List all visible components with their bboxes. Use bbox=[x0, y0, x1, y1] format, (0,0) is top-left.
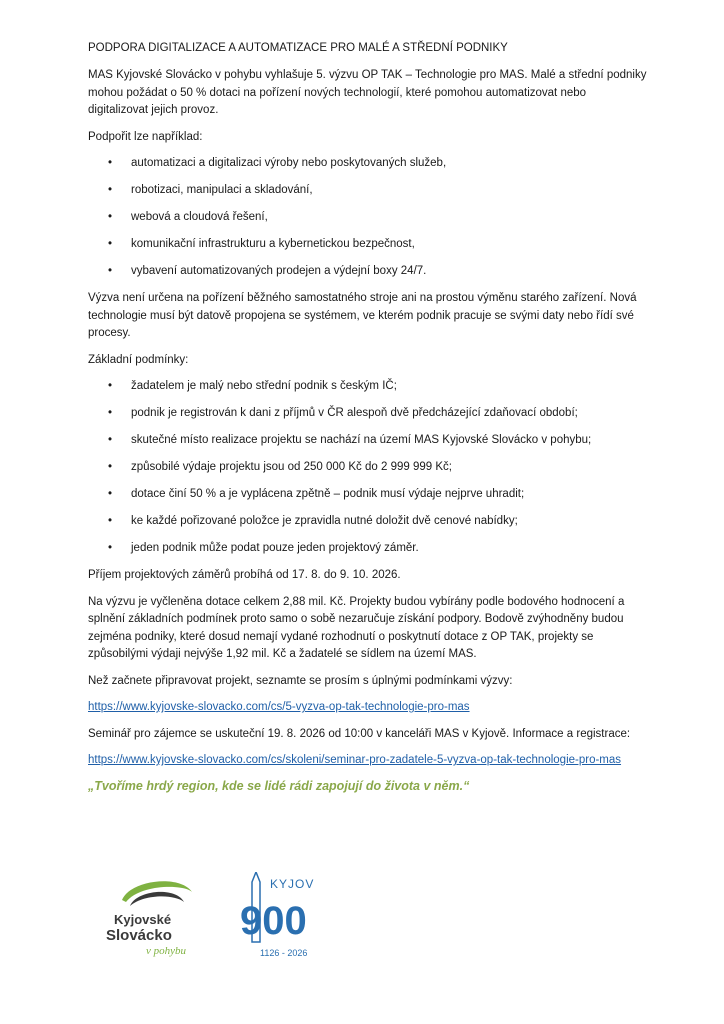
list-item: • komunikační infrastrukturu a kybernetickou bezpečnost, bbox=[88, 236, 648, 253]
list-item: • ke každé pořizované položce je zpravidla nutné doložit dvě cenové nabídky; bbox=[88, 513, 648, 530]
bullet-icon: • bbox=[108, 265, 113, 277]
list-item: • podnik je registrován k dani z příjmů v ČR alespoň dvě předcházející zdaňovací období; bbox=[88, 405, 648, 422]
mas-logo-line3: v pohybu bbox=[146, 945, 187, 957]
intake-paragraph: Příjem projektových záměrů probíhá od 17. 8. do 9. 10. 2026. bbox=[88, 569, 401, 581]
seminar-paragraph: Seminář pro zájemce se uskuteční 19. 8. 2026 od 10:00 v kanceláři MAS v Kyjově. Informace a registrace: bbox=[88, 727, 631, 740]
seminar-link[interactable]: https://www.kyjovske-slovacko.com/cs/skoleni/seminar-pro-zadatele-5-vyzva-op-tak-technologie-pro-mas bbox=[88, 754, 622, 766]
examples-list bbox=[88, 155, 648, 280]
bullet-icon: • bbox=[108, 238, 113, 250]
bullet-icon: • bbox=[108, 157, 113, 169]
examples-heading: Podpořit lze například: bbox=[88, 130, 203, 143]
bullet-icon: • bbox=[108, 461, 113, 473]
kyjov-name: KYJOV bbox=[270, 877, 315, 891]
bullet-icon: • bbox=[108, 184, 113, 196]
mas-logo-line1: Kyjovské bbox=[114, 912, 172, 927]
not-intended-paragraph: Výzva není určena na pořízení běžného samostatného stroje ani na prostou výměnu starého zařízení. Nová technologie musí být datově propojena se systémem, ve kterém podnik pracuje se svými daty nebo řídí své procesy. bbox=[88, 292, 637, 339]
motto-text: „Tvoříme hrdý region, kde se lidé rádi zapojují do života v něm.“ bbox=[88, 778, 470, 793]
bullet-icon: • bbox=[108, 407, 113, 419]
conditions-list bbox=[88, 378, 648, 557]
before-start-paragraph: Než začnete připravovat projekt, seznamte se prosím s úplnými podmínkami výzvy: bbox=[88, 674, 513, 687]
kyjov-years: 1126 - 2026 bbox=[260, 948, 308, 958]
kyjov-number: 900 bbox=[240, 899, 307, 943]
mas-logo bbox=[100, 862, 210, 972]
funding-paragraph: Na výzvu je vyčleněna dotace celkem 2,88 mil. Kč. Projekty budou vybírány podle bodového hodnocení a splnění základních podmínek proto samo o sobě nezaručuje získání podpory. Bodově zvýhodněny budou zejména podniky, které dosud nemají vydané rozhodnutí o poskytnutí dotace z OP TAK, projekty se způsobilými výdaji nejvýše 1,92 mil. Kč a žadatelé se sídlem na území MAS. bbox=[88, 595, 625, 660]
list-item: • způsobilé výdaje projektu jsou od 250 000 Kč do 2 999 999 Kč; bbox=[88, 459, 648, 476]
bullet-icon: • bbox=[108, 515, 113, 527]
bullet-icon: • bbox=[108, 211, 113, 223]
kyjov-900-logo bbox=[230, 872, 340, 962]
bullet-icon: • bbox=[108, 380, 113, 392]
list-item: • dotace činí 50 % a je vyplácena zpětně – podnik musí výdaje nejprve uhradit; bbox=[88, 486, 648, 503]
list-item: • automatizaci a digitalizaci výroby nebo poskytovaných služeb, bbox=[88, 155, 648, 172]
list-item: • skutečné místo realizace projektu se nachází na území MAS Kyjovské Slovácko v pohybu; bbox=[88, 432, 648, 449]
list-item: • žadatelem je malý nebo střední podnik s českým IČ; bbox=[88, 378, 648, 395]
list-item: • webová a cloudová řešení, bbox=[88, 209, 648, 226]
call-link[interactable]: https://www.kyjovske-slovacko.com/cs/5-vyzva-op-tak-technologie-pro-mas bbox=[88, 701, 470, 713]
conditions-heading: Základní podmínky: bbox=[88, 353, 189, 366]
bullet-icon: • bbox=[108, 434, 113, 446]
logos-area bbox=[88, 862, 508, 972]
mas-logo-line2: Slovácko bbox=[106, 927, 172, 944]
list-item: • vybavení automatizovaných prodejen a výdejní boxy 24/7. bbox=[88, 263, 648, 280]
document-title: PODPORA DIGITALIZACE A AUTOMATIZACE PRO MALÉ A STŘEDNÍ PODNIKY bbox=[88, 42, 508, 54]
intro-paragraph: MAS Kyjovské Slovácko v pohybu vyhlašuje 5. výzvu OP TAK – Technologie pro MAS. Malé a střední podniky mohou požádat o 50 % dotaci na pořízení nových technologií, které pomohou automatizovat nebo digitalizovat jejich provoz. bbox=[88, 69, 647, 116]
list-item: • robotizaci, manipulaci a skladování, bbox=[88, 182, 648, 199]
bullet-icon: • bbox=[108, 488, 113, 500]
hat-icon bbox=[130, 892, 184, 906]
document-body bbox=[88, 40, 648, 793]
bullet-icon: • bbox=[108, 542, 113, 554]
list-item: • jeden podnik může podat pouze jeden projektový záměr. bbox=[88, 540, 648, 557]
